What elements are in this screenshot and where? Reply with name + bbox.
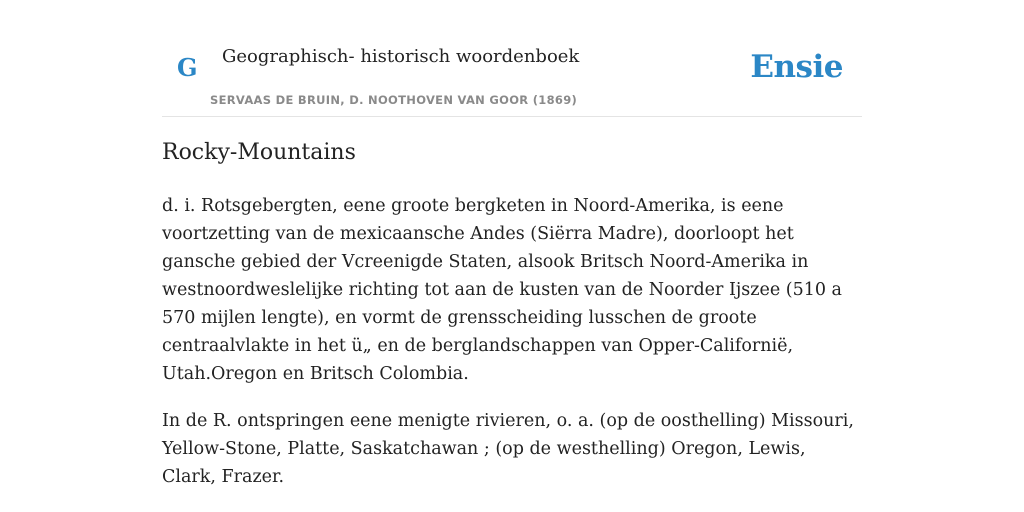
entry-paragraph: d. i. Rotsgebergten, eene groote bergketen in Noord-Amerika, is eene voortzetting van de mexicaansche Andes (Siërra Madre), doorloopt het gansche gebied der Vcreenigde Staten, alsook Britsch Noord-Amerika in westnoordweslelijke richting tot aan de kusten van de Noorder Ijszee (510 a 570 mijlen lengte), en vormt de grensscheiding lusschen de groote centraalvlakte in het ü„ en de berglandschappen van Opper-Californië, Utah.Oregon en Britsch Colombia. bbox=[162, 196, 842, 384]
book-author-year: SERVAAS DE BRUIN, D. NOOTHOVEN VAN GOOR (1869) bbox=[210, 93, 578, 107]
entry-title: Rocky-Mountains bbox=[162, 140, 356, 165]
entry-body bbox=[162, 192, 862, 510]
letter-badge[interactable]: G bbox=[177, 53, 198, 82]
book-title-link[interactable]: Geographisch- historisch woordenboek bbox=[222, 46, 580, 67]
entry-paragraph: In de R. ontspringen eene menigte rivieren, o. a. (op de oosthelling) Missouri, Yellow-Stone, Platte, Saskatchawan ; (op de westhelling) Oregon, Lewis, Clark, Frazer. bbox=[162, 411, 854, 487]
book-header bbox=[162, 0, 862, 117]
ensie-logo[interactable]: Ensie bbox=[750, 49, 843, 85]
